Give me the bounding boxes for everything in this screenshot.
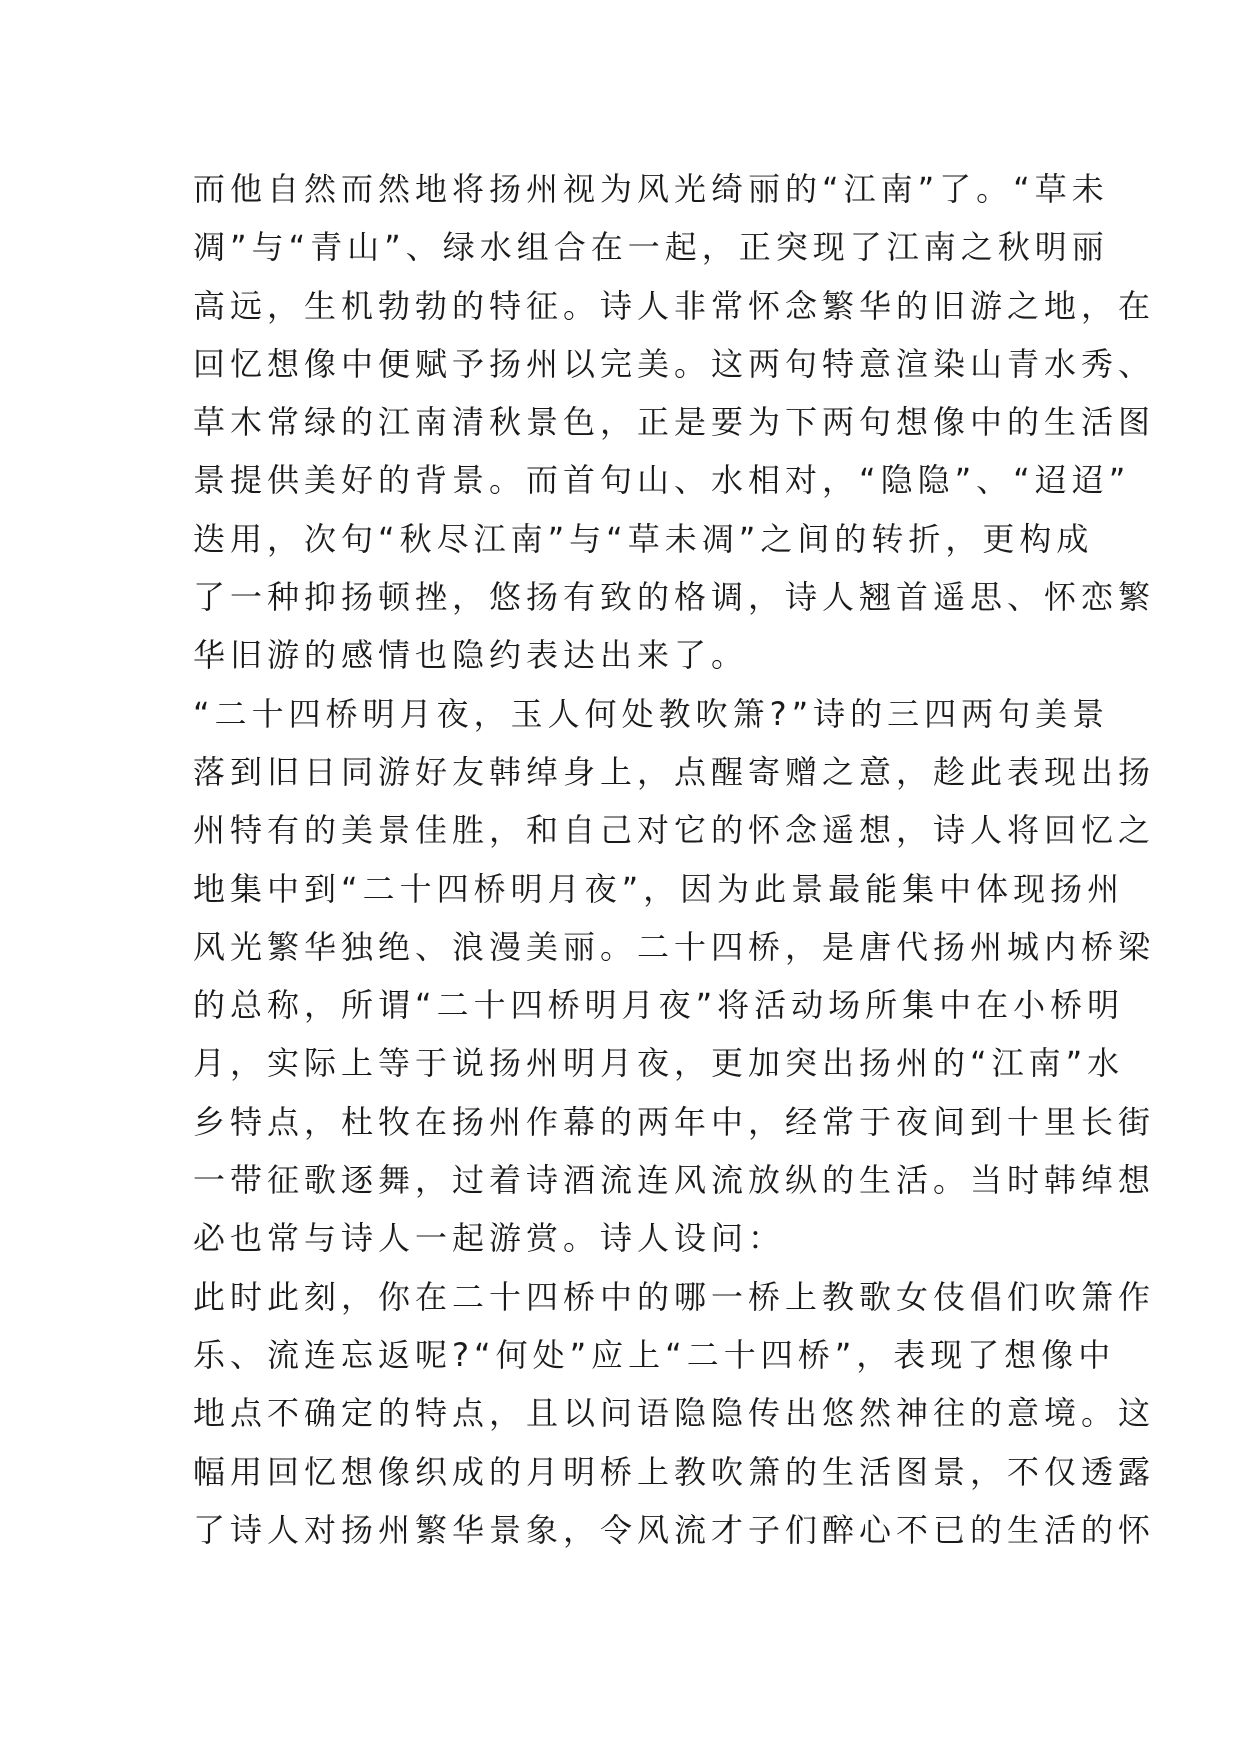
text-line: 此时此刻，你在二十四桥中的哪一桥上教歌女伎倡们吹箫作 (193, 1277, 1156, 1316)
text-line: 乡特点，杜牧在扬州作幕的两年中，经常于夜间到十里长街 (193, 1102, 1156, 1141)
text-line: 而他自然而然地将扬州视为风光绮丽的“江南”了。“草未 (193, 170, 1109, 208)
text-line: 了诗人对扬州繁华景象，令风流才子们醉心不已的生活的怀 (193, 1510, 1156, 1549)
text-line: 地集中到“二十四桥明月夜”，因为此景最能集中体现扬州 (193, 869, 1125, 908)
text-line: 景提供美好的背景。而首句山、水相对，“隐隐”、“迢迢” (193, 461, 1131, 500)
body-text (193, 160, 1156, 1559)
text-line: “二十四桥明月夜，玉人何处教吹箫?”诗的三四两句美景 (193, 694, 1110, 733)
text-line: 凋”与“青山”、绿水组合在一起，正突现了江南之秋明丽 (193, 228, 1109, 267)
text-line: 华旧游的感情也隐约表达出来了。 (193, 636, 749, 675)
text-line: 草木常绿的江南清秋景色，正是要为下两句想像中的生活图 (193, 403, 1156, 442)
text-line: 必也常与诗人一起游赏。诗人设问： (193, 1219, 786, 1258)
text-line: 落到旧日同游好友韩绰身上，点醒寄赠之意，趁此表现出扬 (193, 752, 1156, 791)
text-line: 地点不确定的特点，且以问语隐隐传出悠然神往的意境。这 (193, 1394, 1156, 1433)
text-line: 乐、流连忘返呢?“何处”应上“二十四桥”，表现了想像中 (193, 1335, 1116, 1374)
text-line: 高远，生机勃勃的特征。诗人非常怀念繁华的旧游之地，在 (193, 286, 1156, 325)
text-line: 迭用，次句“秋尽江南”与“草未凋”之间的转折，更构成 (193, 519, 1094, 558)
text-line: 一带征歌逐舞，过着诗酒流连风流放纵的生活。当时韩绰想 (193, 1161, 1156, 1200)
text-line: 月，实际上等于说扬州明月夜，更加突出扬州的“江南”水 (193, 1044, 1125, 1083)
text-line: 了一种抑扬顿挫，悠扬有致的格调，诗人翘首遥思、怀恋繁 (193, 578, 1156, 617)
text-line: 回忆想像中便赋予扬州以完美。这两句特意渲染山青水秀、 (193, 344, 1156, 383)
text-line: 的总称，所谓“二十四桥明月夜”将活动场所集中在小桥明 (193, 986, 1125, 1025)
text-line: 州特有的美景佳胜，和自己对它的怀念遥想，诗人将回忆之 (193, 811, 1156, 850)
text-line: 风光繁华独绝、浪漫美丽。二十四桥，是唐代扬州城内桥梁 (193, 927, 1156, 966)
text-line: 幅用回忆想像织成的月明桥上教吹箫的生活图景，不仅透露 (193, 1452, 1156, 1491)
